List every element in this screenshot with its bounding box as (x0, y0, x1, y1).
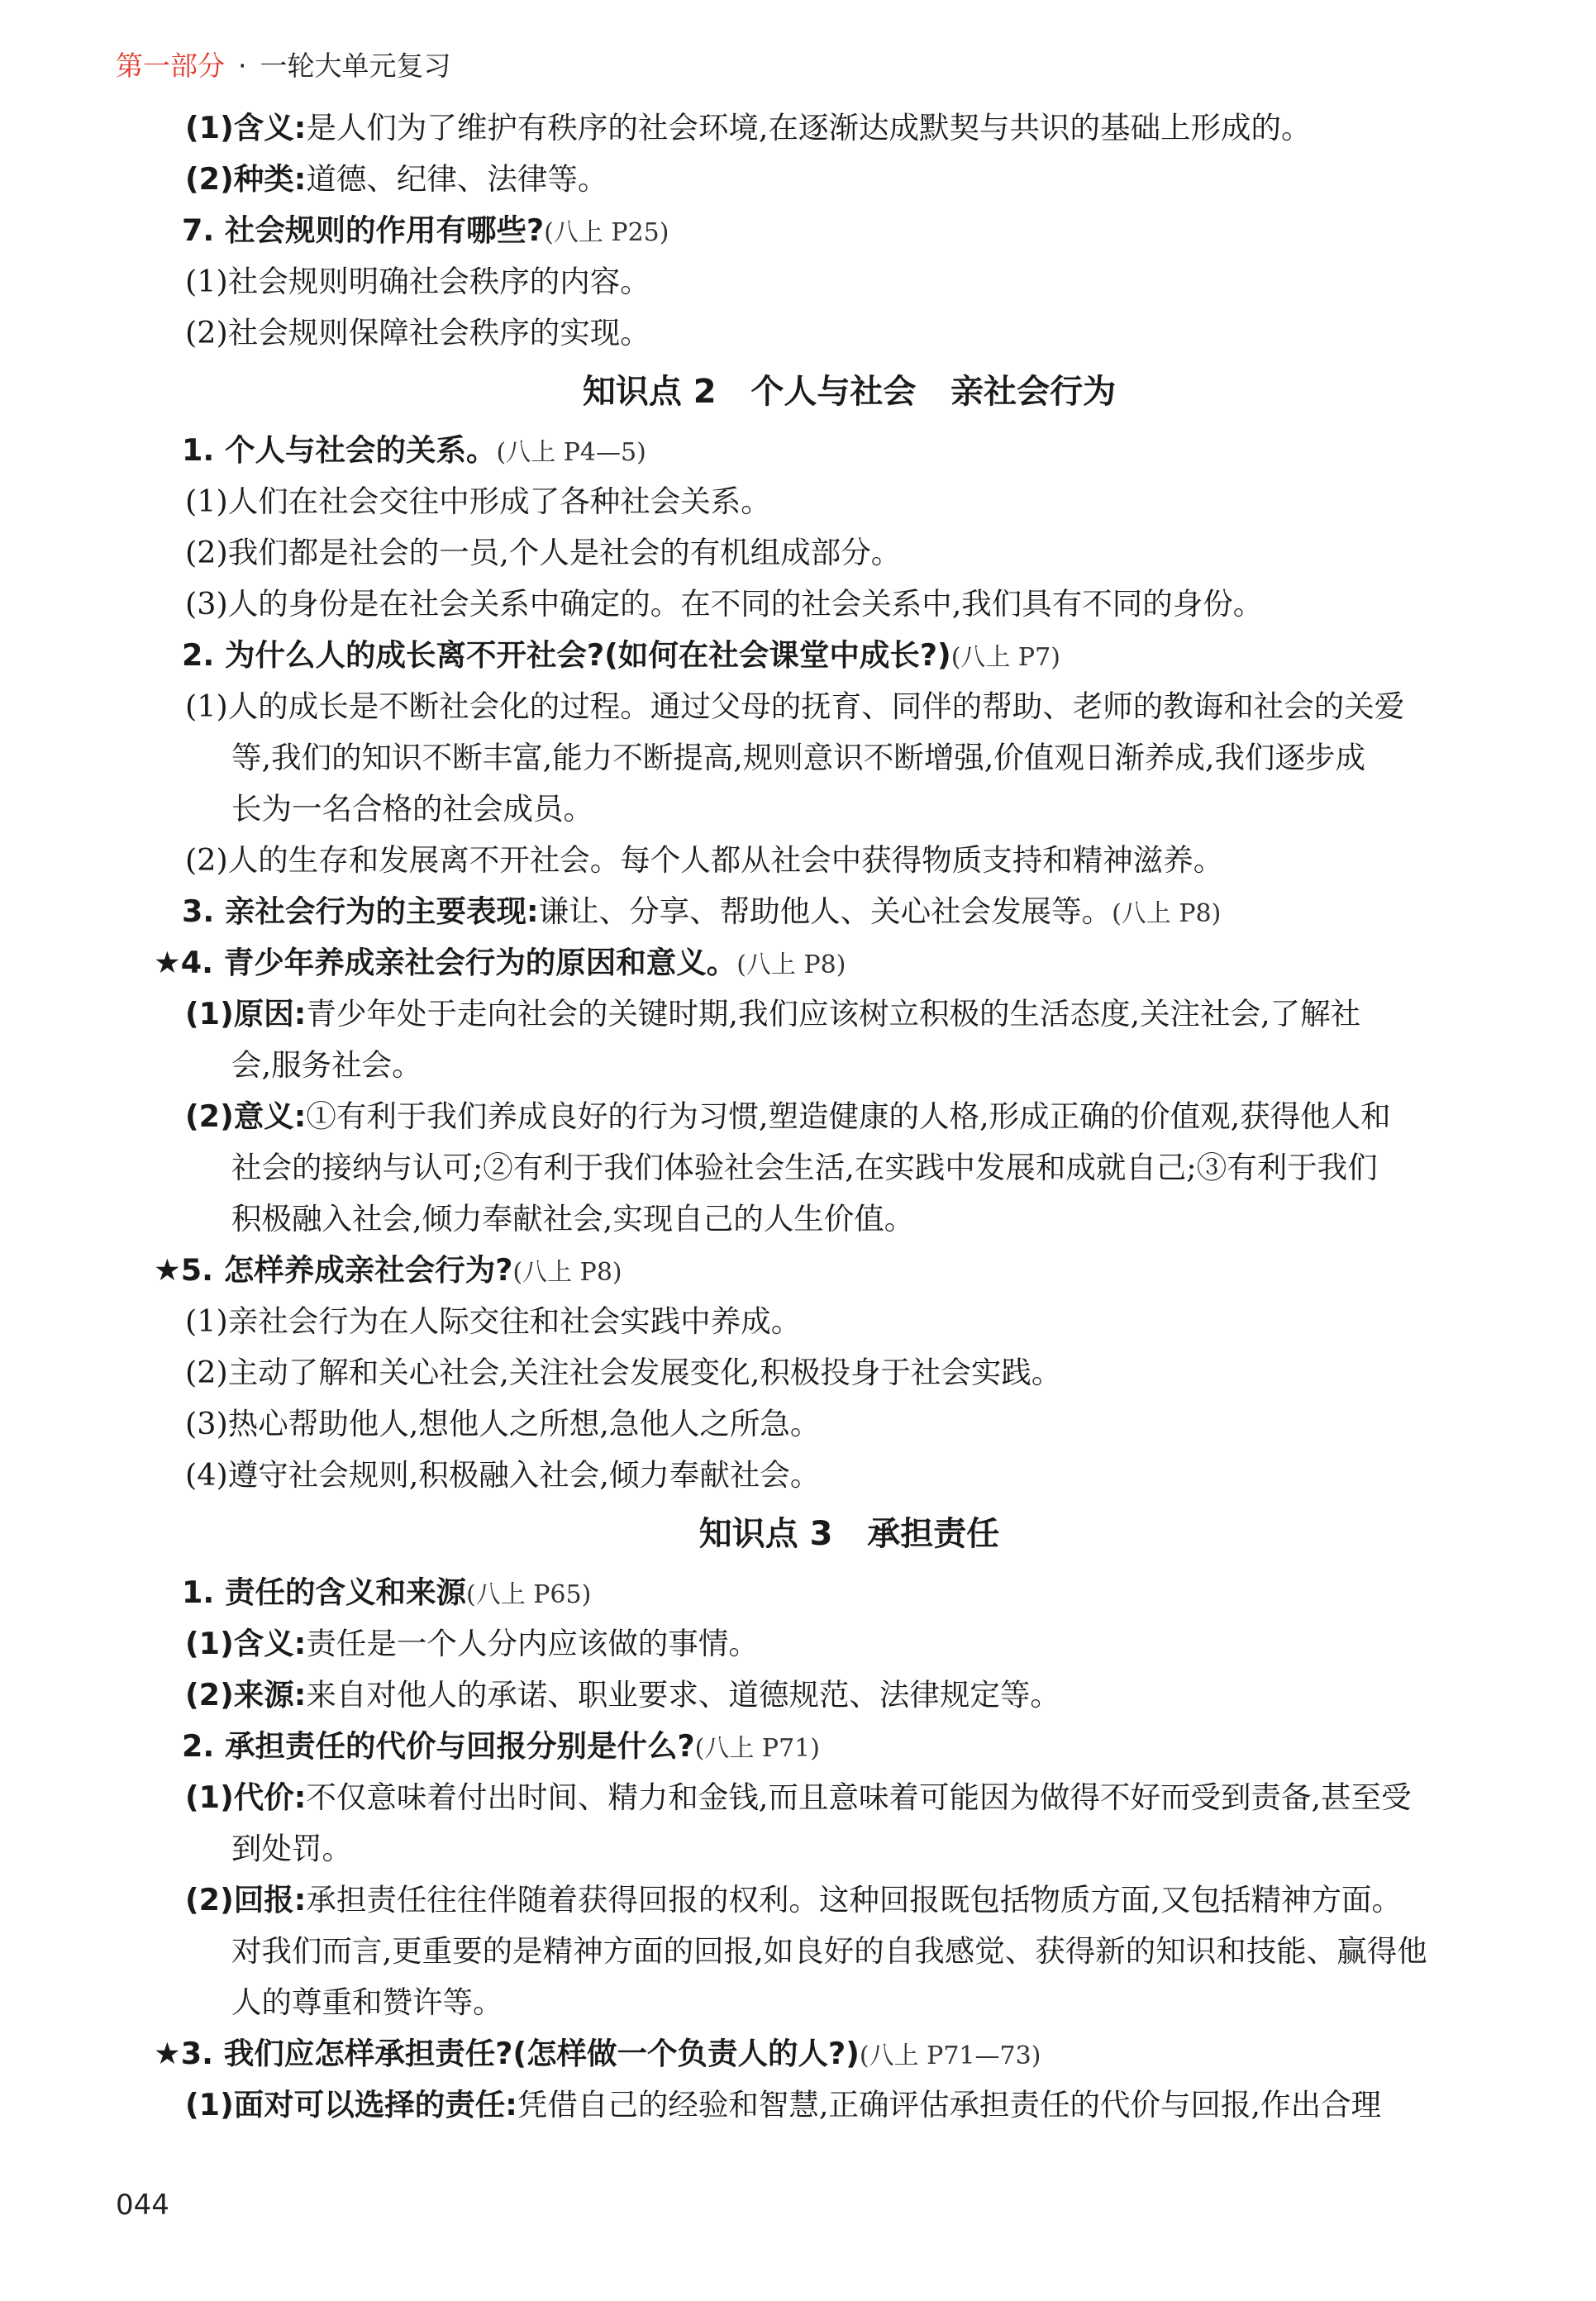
line-text: 责任是一个人分内应该做的事情。 (306, 1626, 759, 1661)
item-label: (1)含义: (185, 110, 307, 145)
answer-line (116, 1977, 1533, 2028)
line-text: 是人们为了维护有秩序的社会环境,在逐渐达成默契与共识的基础上形成的。 (306, 110, 1312, 145)
question-line (116, 1245, 1533, 1296)
line-text: 会,服务社会。 (231, 1047, 422, 1083)
page-content (116, 102, 1533, 2131)
answer-line (116, 2079, 1533, 2131)
textbook-reference: (八上 P8) (1112, 899, 1222, 928)
line-text: (2)人的生存和发展离不开社会。每个人都从社会中获得物质支持和精神滋养。 (185, 842, 1224, 878)
key-point-star-icon: ★ (154, 945, 181, 980)
key-point-star-icon: ★ (154, 1252, 181, 1288)
header-unit: 一轮大单元复习 (260, 50, 451, 82)
answer-line (116, 1398, 1533, 1450)
textbook-reference: (八上 P71) (694, 1734, 820, 1763)
line-text: 积极融入社会,倾力奉献社会,实现自己的人生价值。 (231, 1201, 915, 1236)
answer-line (116, 1296, 1533, 1347)
item-label: (2)种类: (185, 161, 307, 197)
answer-line (116, 527, 1533, 579)
item-label: (2)意义: (185, 1098, 307, 1134)
question-line (116, 630, 1533, 681)
question-title: 3. 亲社会行为的主要表现: (182, 893, 539, 929)
line-text: 人的尊重和赞许等。 (231, 1984, 503, 2020)
answer-line (116, 1823, 1533, 1875)
textbook-reference: (八上 P7) (950, 643, 1060, 672)
line-text: 长为一名合格的社会成员。 (231, 791, 593, 827)
question-line (116, 1721, 1533, 1772)
answer-line (116, 476, 1533, 527)
item-label: (2)来源: (185, 1677, 307, 1713)
question-title: 1. 个人与社会的关系。 (182, 432, 497, 468)
page-number: 044 (116, 2189, 169, 2222)
answer-line (116, 784, 1533, 835)
line-text: (2)社会规则保障社会秩序的实现。 (185, 315, 650, 350)
line-text: (1)人们在社会交往中形成了各种社会关系。 (185, 484, 771, 519)
line-text: (1)亲社会行为在人际交往和社会实践中养成。 (185, 1303, 802, 1339)
answer-line (116, 1670, 1533, 1721)
answer-line (116, 579, 1533, 630)
item-label: (1)含义: (185, 1626, 307, 1661)
line-text: 谦让、分享、帮助他人、关心社会发展等。 (538, 893, 1112, 929)
question-title: 5. 怎样养成亲社会行为? (180, 1252, 513, 1288)
line-text: (1)社会规则明确社会秩序的内容。 (185, 264, 650, 299)
question-line (116, 2028, 1533, 2079)
line-text: 到处罚。 (231, 1831, 352, 1866)
line-text: 等,我们的知识不断丰富,能力不断提高,规则意识不断增强,价值观日渐养成,我们逐步成 (231, 740, 1366, 775)
question-title: 2. 承担责任的代价与回报分别是什么? (182, 1728, 695, 1764)
answer-line (116, 102, 1533, 154)
answer-line (116, 1040, 1533, 1091)
line-text: (3)人的身份是在社会关系中确定的。在不同的社会关系中,我们具有不同的身份。 (185, 586, 1264, 622)
question-line (116, 937, 1533, 989)
answer-line (116, 1142, 1533, 1193)
running-header (116, 48, 451, 84)
header-part: 第一部分 (116, 50, 225, 82)
textbook-reference: (八上 P8) (512, 1258, 622, 1287)
answer-line (116, 1193, 1533, 1245)
line-text: (3)热心帮助他人,想他人之所想,急他人之所急。 (185, 1406, 821, 1441)
question-title: 4. 青少年养成亲社会行为的原因和意义。 (180, 945, 737, 980)
line-text: 承担责任往往伴随着获得回报的权利。这种回报既包括物质方面,又包括精神方面。 (306, 1882, 1402, 1918)
header-separator: · (238, 50, 247, 82)
question-line (116, 1567, 1533, 1618)
answer-line (116, 1926, 1533, 1977)
line-text: 不仅意味着付出时间、精力和金钱,而且意味着可能因为做得不好而受到责备,甚至受 (306, 1779, 1412, 1815)
answer-line (116, 1347, 1533, 1398)
item-label: (1)代价: (185, 1779, 307, 1815)
line-text: 对我们而言,更重要的是精神方面的回报,如良好的自我感觉、获得新的知识和技能、赢得他 (231, 1933, 1427, 1969)
question-line (116, 205, 1533, 256)
question-title: 2. 为什么人的成长离不开社会?(如何在社会课堂中成长?) (182, 637, 951, 673)
line-text: 来自对他人的承诺、职业要求、道德规范、法律规定等。 (306, 1677, 1060, 1713)
question-title: 3. 我们应怎样承担责任?(怎样做一个负责人的人?) (180, 2036, 860, 2071)
item-label: (1)面对可以选择的责任: (185, 2087, 517, 2122)
section-heading: 知识点 2 个人与社会 亲社会行为 (582, 373, 1117, 411)
line-text: 道德、纪律、法律等。 (306, 161, 608, 197)
answer-line (116, 681, 1533, 732)
line-text: (4)遵守社会规则,积极融入社会,倾力奉献社会。 (185, 1457, 821, 1493)
answer-line (116, 154, 1533, 205)
answer-line (116, 1875, 1533, 1926)
section-heading: 知识点 3 承担责任 (698, 1515, 1000, 1553)
line-text: 社会的接纳与认可;②有利于我们体验社会生活,在实践中发展和成就自己;③有利于我们 (231, 1150, 1378, 1185)
line-text: 凭借自己的经验和智慧,正确评估承担责任的代价与回报,作出合理 (517, 2087, 1382, 2122)
textbook-reference: (八上 P25) (544, 218, 669, 247)
line-text: (2)我们都是社会的一员,个人是社会的有机组成部分。 (185, 535, 902, 570)
answer-line (116, 989, 1533, 1040)
line-text: (1)人的成长是不断社会化的过程。通过父母的抚育、同伴的帮助、老师的教诲和社会的关爱 (185, 688, 1405, 724)
answer-line (116, 1450, 1533, 1501)
line-text: 青少年处于走向社会的关键时期,我们应该树立积极的生活态度,关注社会,了解社 (306, 996, 1361, 1031)
line-text: (2)主动了解和关心社会,关注社会发展变化,积极投身于社会实践。 (185, 1355, 1062, 1390)
textbook-reference: (八上 P4—5) (496, 438, 646, 467)
question-title: 7. 社会规则的作用有哪些? (182, 212, 545, 248)
answer-line (116, 835, 1533, 886)
question-line (116, 425, 1533, 476)
question-line (116, 886, 1533, 937)
textbook-reference: (八上 P71—73) (859, 2041, 1041, 2070)
question-title: 1. 责任的含义和来源 (182, 1574, 466, 1610)
textbook-reference: (八上 P8) (736, 950, 846, 979)
answer-line (116, 1772, 1533, 1823)
item-label: (1)原因: (185, 996, 307, 1031)
key-point-star-icon: ★ (154, 2036, 181, 2071)
answer-line (116, 307, 1533, 359)
answer-line (116, 1618, 1533, 1670)
item-label: (2)回报: (185, 1882, 307, 1918)
answer-line (116, 256, 1533, 307)
textbook-reference: (八上 P65) (465, 1580, 592, 1609)
answer-line (116, 1091, 1533, 1142)
answer-line (116, 732, 1533, 784)
line-text: ①有利于我们养成良好的行为习惯,塑造健康的人格,形成正确的价值观,获得他人和 (306, 1098, 1391, 1134)
